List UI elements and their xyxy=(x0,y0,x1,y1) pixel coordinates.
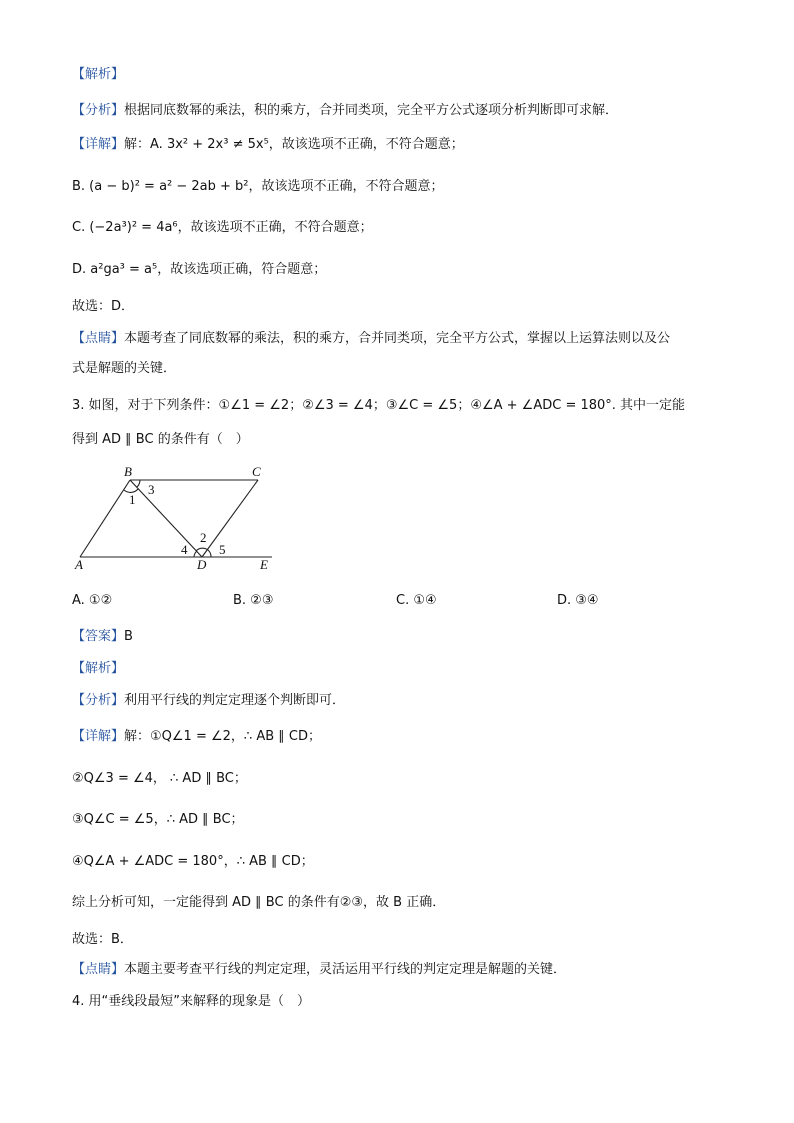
label-B: B xyxy=(124,464,132,479)
option-d: D. ③④ xyxy=(557,593,599,608)
q3-jiexi-heading: 【解析】 xyxy=(72,661,125,676)
dianjing-tag: 【点睛】 xyxy=(72,331,125,346)
segment-CD xyxy=(202,480,258,557)
segment-BD xyxy=(130,480,202,557)
label-A: A xyxy=(75,557,83,572)
q3-remark-text: 本题主要考查平行线的判定定理，灵活运用平行线的判定定理是解题的关键． xyxy=(124,962,567,977)
detail-line-d: D. a²ga³ = a⁵，故该选项正确，符合题意； xyxy=(72,262,327,277)
detail-line-c: C. (−2a³)² = 4a⁶，故该选项不正确，不符合题意； xyxy=(72,220,373,235)
detail-line-b: B. (a − b)² = a² − 2ab + b²，故该选项不正确，不符合题意； xyxy=(72,179,444,194)
label-angle-1: 1 xyxy=(129,492,136,507)
q3-detail-1-text: 解：①Q∠1 = ∠2，∴ AB ∥ CD； xyxy=(124,729,321,744)
label-angle-3: 3 xyxy=(148,482,155,497)
q3-detail-line-1 xyxy=(72,728,321,746)
fenxi-text: 根据同底数幂的乘法，积的乘方，合并同类项，完全平方公式逐项分析判断即可求解． xyxy=(124,103,619,118)
q3-summary-line: 综上分析可知，一定能得到 AD ∥ BC 的条件有②③，故 B 正确． xyxy=(72,895,446,910)
angle-3-arc xyxy=(137,480,140,487)
answer-tag: 【答案】 xyxy=(72,629,125,644)
q3-stem-line-2: 得到 AD ∥ BC 的条件有（ ） xyxy=(72,432,249,447)
angle-5-arc xyxy=(208,550,211,557)
answer-value: B xyxy=(124,629,133,644)
option-b: B. ②③ xyxy=(233,593,274,608)
q4-stem: 4. 用“垂线段最短”来解释的现象是（ ） xyxy=(72,994,311,1009)
remark-line-2: 式是解题的关键． xyxy=(72,361,177,376)
parallelogram-diagram xyxy=(72,462,282,577)
label-angle-2: 2 xyxy=(200,530,207,545)
detail-a-text: 解：A. 3x² + 2x³ ≠ 5x⁵，故该选项不正确，不符合题意； xyxy=(124,137,464,152)
q3-xiangjie-tag: 【详解】 xyxy=(72,729,125,744)
fenxi-tag: 【分析】 xyxy=(72,103,125,118)
option-a: A. ①② xyxy=(72,593,113,608)
q3-analysis-line xyxy=(72,692,345,710)
answer-line xyxy=(72,628,133,646)
q3-stem-line-1: 3. 如图，对于下列条件：①∠1 = ∠2；②∠3 = ∠4；③∠C = ∠5；④∠A + ∠ADC = 180°. 其中一定能 xyxy=(72,398,686,413)
q3-detail-line-3: ③Q∠C = ∠5，∴ AD ∥ BC； xyxy=(72,812,244,827)
label-E: E xyxy=(260,557,268,572)
q3-fenxi-tag: 【分析】 xyxy=(72,693,125,708)
remark-text-1: 本题考查了同底数幂的乘法，积的乘方，合并同类项，完全平方公式，掌握以上运算法则以及公 xyxy=(124,331,671,346)
q3-fenxi-text: 利用平行线的判定定理逐个判断即可． xyxy=(124,693,346,708)
q3-dianjing-tag: 【点睛】 xyxy=(72,962,125,977)
option-c: C. ①④ xyxy=(396,593,437,608)
label-angle-5: 5 xyxy=(219,542,226,557)
q3-detail-line-4: ④Q∠A + ∠ADC = 180°，∴ AB ∥ CD； xyxy=(72,854,314,869)
detail-line-a xyxy=(72,136,464,154)
q3-remark-line xyxy=(72,961,566,979)
choice-statement: 故选：D． xyxy=(72,299,135,314)
analysis-line xyxy=(72,102,618,120)
xiangjie-tag: 【详解】 xyxy=(72,137,125,152)
q3-choice-statement: 故选：B． xyxy=(72,932,133,947)
label-C: C xyxy=(252,464,261,479)
geometry-figure xyxy=(72,462,282,577)
label-D: D xyxy=(197,557,207,572)
label-angle-4: 4 xyxy=(181,542,188,557)
jiexi-heading: 【解析】 xyxy=(72,67,125,82)
segment-AB xyxy=(80,480,130,557)
q3-detail-line-2: ②Q∠3 = ∠4， ∴ AD ∥ BC； xyxy=(72,771,247,786)
remark-line-1 xyxy=(72,330,670,348)
